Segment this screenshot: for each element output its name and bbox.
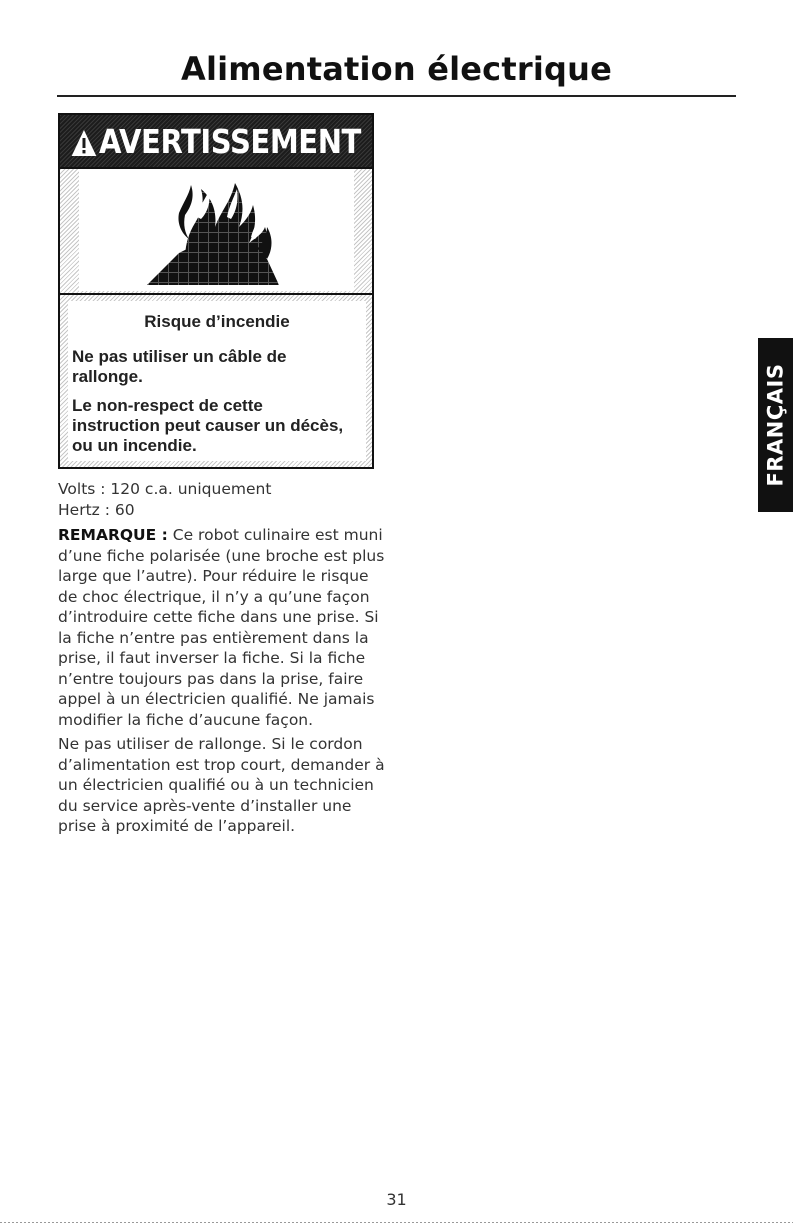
note-paragraph xyxy=(58,525,388,730)
warning-message-panel xyxy=(60,295,372,467)
language-tab-label: FRANÇAIS xyxy=(763,363,788,487)
volts-spec: Volts : 120 c.a. uniquement xyxy=(58,480,272,498)
specs-block xyxy=(58,479,388,520)
language-tab xyxy=(758,338,793,512)
warning-line: instruction peut causer un décès, xyxy=(72,416,344,435)
warning-header-label: AVERTISSEMENT xyxy=(99,121,362,161)
page-title: Alimentation électrique xyxy=(181,50,612,88)
fire-icon xyxy=(139,173,289,289)
page-number: 31 xyxy=(386,1190,407,1209)
pictogram-panel xyxy=(60,169,372,295)
warning-box xyxy=(58,113,374,469)
warning-line: Le non-respect de cette xyxy=(72,396,263,415)
extension-text: Ne pas utiliser de rallonge. Si le cordon d’alimentation est trop court, demander à un électricien qualifié ou à un technicien du service après-vente d’installer une prise à proximité de l’appareil. xyxy=(58,735,385,835)
title-divider xyxy=(57,95,736,97)
warning-line: rallonge. xyxy=(72,367,143,386)
hertz-spec: Hertz : 60 xyxy=(58,500,135,519)
warning-line: Ne pas utiliser un câble de xyxy=(72,347,287,366)
note-label: REMARQUE : xyxy=(58,526,168,544)
warning-header xyxy=(60,115,372,169)
extension-paragraph xyxy=(58,734,388,837)
warning-triangle-icon xyxy=(71,129,97,157)
page-bottom-border xyxy=(0,1222,793,1223)
note-text: Ce robot culinaire est muni d’une fiche polarisée (une broche est plus large que l’autre). Pour réduire le risque de choc électrique, il n’y a qu’une façon d’introduire cette fiche dans une prise. Si la fiche n’entre pas entièrement dans la prise, il faut inverser la fiche. Si la fiche n’entre toujours pas dans la prise, faire appel à un électricien qualifié. Ne jamais modifier la fiche d’aucune façon. xyxy=(58,526,385,729)
risk-title: Risque d’incendie xyxy=(144,312,290,331)
warning-line: ou un incendie. xyxy=(72,436,197,455)
